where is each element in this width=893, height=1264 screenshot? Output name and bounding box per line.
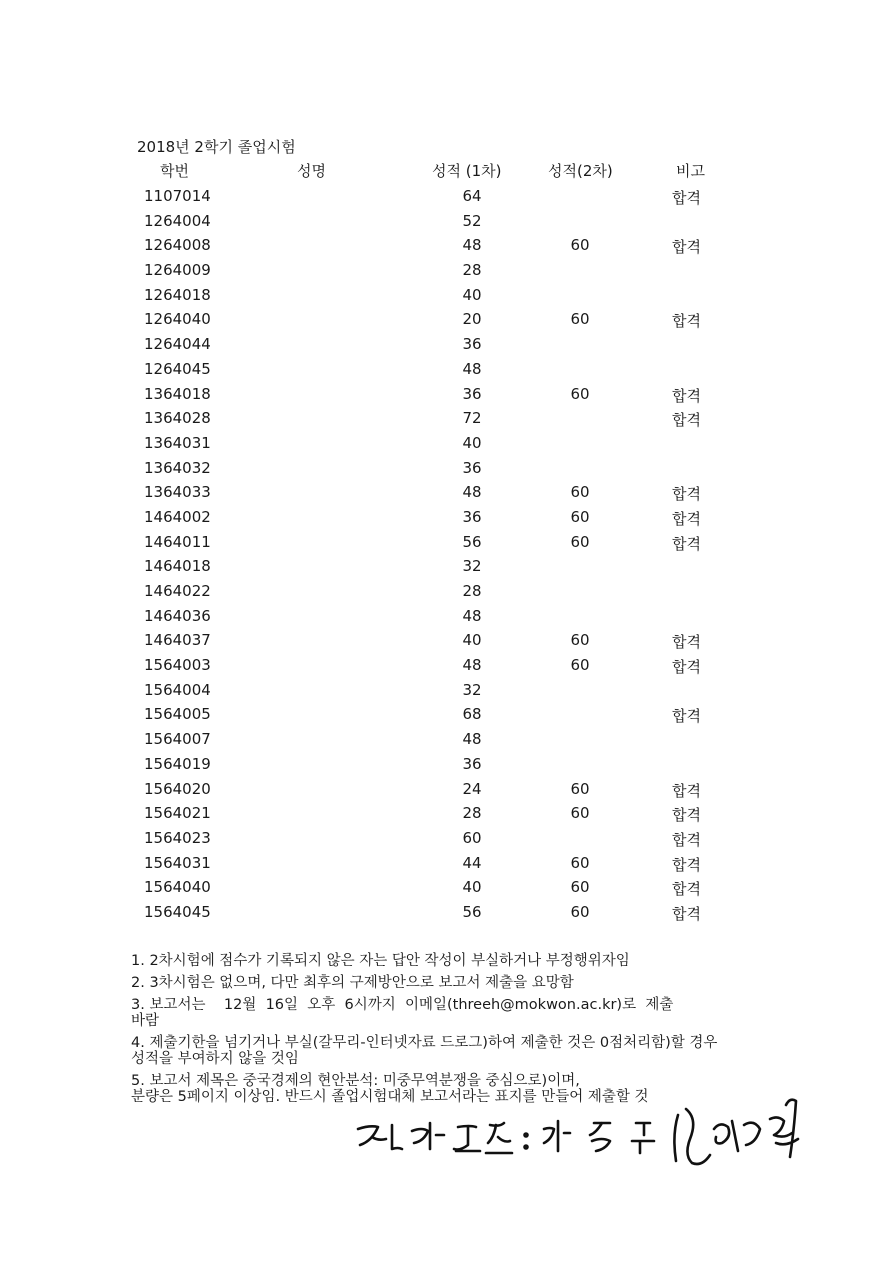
score1-cell: 56 [462,902,482,921]
score1-cell: 48 [462,483,482,502]
score2-cell: 60 [570,483,590,502]
score2-cell: 60 [570,384,590,403]
score2-cell: 60 [570,902,590,921]
table-row [0,730,893,755]
student-id-cell: 1464022 [144,582,211,600]
score2-cell: 60 [570,853,590,872]
score1-cell: 44 [462,853,482,872]
score1-cell: 64 [462,187,482,205]
score1-cell: 32 [462,680,482,699]
header-score1: 성적 (1차) [432,162,502,180]
table-row [0,878,893,903]
student-id-cell: 1364018 [144,384,211,403]
table-row [0,755,893,780]
student-id-cell: 1564007 [144,730,211,749]
signature-image [340,1085,840,1185]
note-cell: 합격 [672,386,701,405]
table-row [0,459,893,484]
student-id-cell: 1564045 [144,902,211,921]
note-cell: 합격 [672,855,701,874]
header-score2: 성적(2차) [548,162,613,180]
note-cell: 합격 [672,411,701,430]
note-cell: 합격 [672,509,701,528]
score1-cell: 40 [462,631,482,650]
score1-cell: 48 [462,730,482,749]
table-row [0,212,893,237]
score1-cell: 24 [462,779,482,798]
table-row [0,335,893,360]
score1-cell: 28 [462,804,482,823]
student-id-cell: 1464011 [144,532,211,551]
student-id-cell: 1264008 [144,236,211,255]
score1-cell: 56 [462,532,482,551]
table-row [0,903,893,928]
score2-cell: 60 [570,878,590,897]
header-name: 성명 [297,162,326,180]
note-item: 1. 2차시험에 점수가 기록되지 않은 자는 답안 작성이 부실하거나 부정행위자임 [131,953,630,969]
score1-cell: 40 [462,285,482,304]
student-id-cell: 1264004 [144,211,211,230]
score2-cell: 60 [570,507,590,526]
student-id-cell: 1464018 [144,557,211,576]
header-id: 학번 [160,162,189,180]
table-row [0,360,893,385]
table-row [0,434,893,459]
table-row [0,483,893,508]
table-row [0,533,893,558]
score1-cell: 36 [462,754,482,773]
student-id-cell: 1264045 [144,359,211,378]
table-row [0,557,893,582]
student-id-cell: 1364032 [144,458,211,477]
table-row [0,607,893,632]
score2-cell: 60 [570,656,590,675]
student-id-cell: 1464036 [144,606,211,625]
table-row [0,236,893,261]
student-id-cell: 1464037 [144,631,211,650]
student-id-cell: 1564021 [144,804,211,823]
student-id-cell: 1564005 [144,705,211,724]
score1-cell: 36 [462,507,482,526]
note-cell: 합격 [672,633,701,652]
score1-cell: 40 [462,878,482,897]
score2-cell: 60 [570,310,590,329]
score1-cell: 28 [462,261,482,280]
table-row [0,385,893,410]
student-id-cell: 1364028 [144,409,211,428]
table-row [0,804,893,829]
score1-cell: 28 [462,582,482,600]
student-id-cell: 1564020 [144,779,211,798]
table-row [0,310,893,335]
table-row [0,829,893,854]
table-row [0,409,893,434]
note-cell: 합격 [672,485,701,504]
score2-cell: 60 [570,631,590,650]
table-row [0,780,893,805]
score2-cell: 60 [570,779,590,798]
student-id-cell: 1364033 [144,483,211,502]
student-id-cell: 1564023 [144,828,211,847]
table-row [0,286,893,311]
score2-cell: 60 [570,804,590,823]
score2-cell: 60 [570,532,590,551]
score1-cell: 72 [462,409,482,428]
table-row [0,854,893,879]
note-cell: 합격 [672,806,701,825]
score1-cell: 48 [462,359,482,378]
table-row [0,631,893,656]
header-note: 비고 [676,162,705,180]
score1-cell: 40 [462,433,482,452]
student-id-cell: 1107014 [144,187,211,205]
score1-cell: 32 [462,557,482,576]
student-id-cell: 1564003 [144,656,211,675]
note-cell: 합격 [672,707,701,726]
score1-cell: 48 [462,606,482,625]
student-id-cell: 1264044 [144,335,211,354]
student-id-cell: 1564004 [144,680,211,699]
student-id-cell: 1264018 [144,285,211,304]
table-row [0,582,893,607]
score1-cell: 36 [462,335,482,354]
student-id-cell: 1564019 [144,754,211,773]
student-id-cell: 1464002 [144,507,211,526]
score2-cell: 60 [570,236,590,255]
note-item: 5. 보고서 제목은 중국경제의 현안분석: 미중무역분쟁을 중심으로)이며, 분량은 5페이지 이상임. 반드시 졸업시험대체 보고서라는 표지를 만들어 제출할 것 [131,1073,649,1105]
table-row [0,681,893,706]
table-row [0,508,893,533]
student-id-cell: 1564031 [144,853,211,872]
score1-cell: 36 [462,458,482,477]
note-cell: 합격 [672,312,701,331]
note-cell: 합격 [672,880,701,899]
table-row [0,261,893,286]
document-title: 2018년 2학기 졸업시험 [137,138,296,156]
score1-cell: 36 [462,384,482,403]
table-row [0,656,893,681]
score1-cell: 48 [462,236,482,255]
note-cell: 합격 [672,904,701,923]
note-cell: 합격 [672,534,701,553]
score1-cell: 68 [462,705,482,724]
note-cell: 합격 [672,781,701,800]
table-row [0,705,893,730]
score1-cell: 52 [462,211,482,230]
student-id-cell: 1364031 [144,433,211,452]
table-row [0,187,893,212]
score1-cell: 20 [462,310,482,329]
note-item: 2. 3차시험은 없으며, 다만 최후의 구제방안으로 보고서 제출을 요망함 [131,975,574,991]
note-cell: 합격 [672,189,701,207]
student-id-cell: 1264040 [144,310,211,329]
note-cell: 합격 [672,658,701,677]
student-id-cell: 1564040 [144,878,211,897]
student-id-cell: 1264009 [144,261,211,280]
score1-cell: 60 [462,828,482,847]
note-item: 4. 제출기한을 넘기거나 부실(갈무리-인터넷자료 드로그)하여 제출한 것은 0점처리함)할 경우 성적을 부여하지 않을 것임 [131,1035,718,1067]
note-cell: 합격 [672,830,701,849]
score1-cell: 48 [462,656,482,675]
note-item: 3. 보고서는 12월 16일 오후 6시까지 이메일(threeh@mokwon.ac.kr)로 제출 바람 [131,997,674,1029]
grades-table [0,187,893,928]
note-cell: 합격 [672,238,701,257]
